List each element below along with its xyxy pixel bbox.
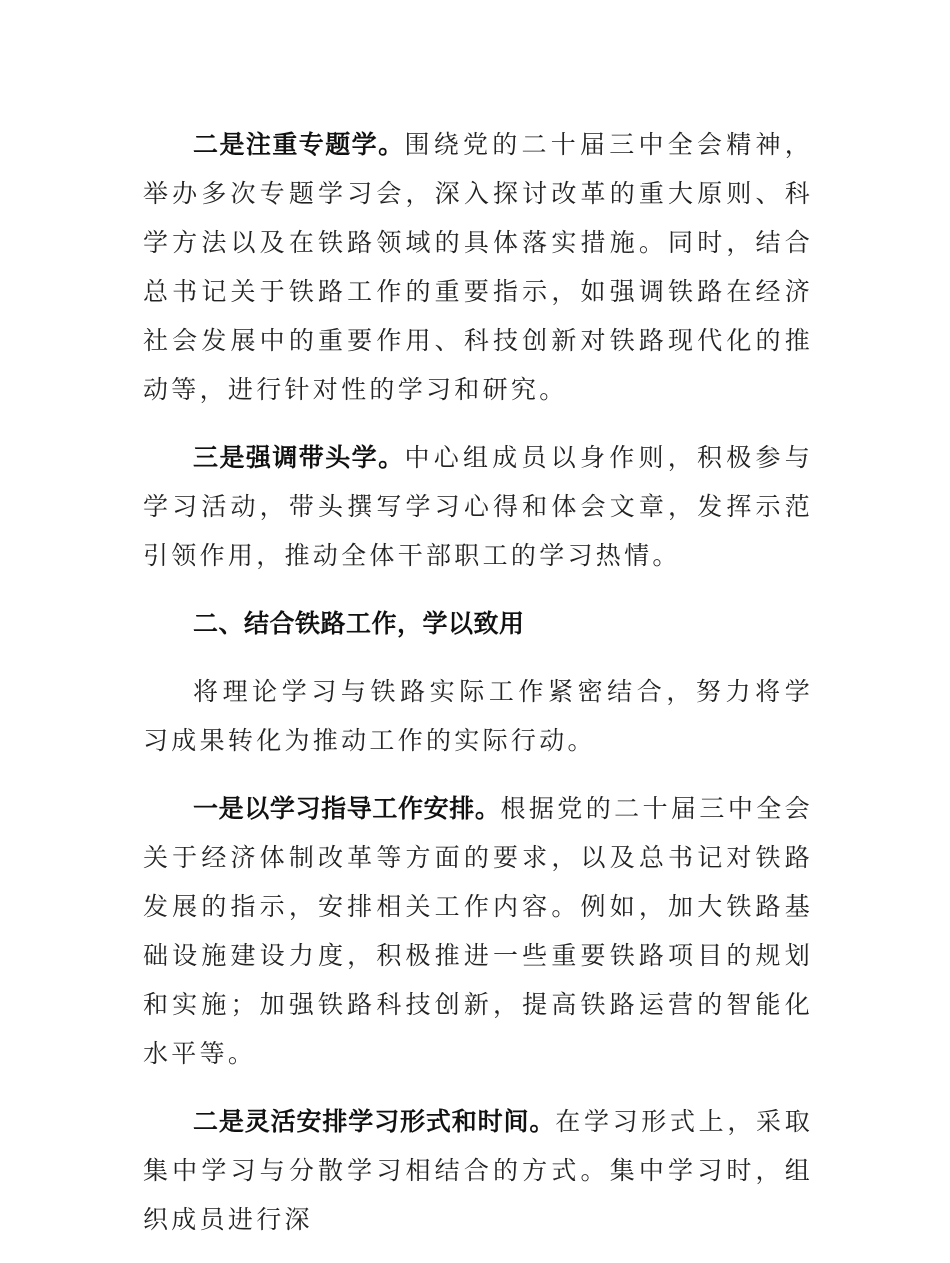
paragraph-text: 在学习形式上，采取集中学习与分散学习相结合的方式。集中学习时，组织成员进行深 [143, 1107, 813, 1234]
paragraph-text: 根据党的二十届三中全会关于经济体制改革等方面的要求，以及总书记对铁路发展的指示，安排相关工作内容。例如，加大铁路基础设施建设力度，积极推进一些重要铁路项目的规划和实施；加强铁路科技创新，提高铁路运营的智能化水平等。 [143, 794, 813, 1068]
paragraph-text: 围绕党的二十届三中全会精神，举办多次专题学习会，深入探讨改革的重大原则、科学方法以及在铁路领域的具体落实措施。同时，结合总书记关于铁路工作的重要指示，如强调铁路在经济社会发展中的重要作用、科技创新对铁路现代化的推动等，进行针对性的学习和研究。 [143, 130, 813, 404]
section-heading-text: 二、结合铁路工作，学以致用 [193, 609, 525, 638]
paragraph-lead-by-example [143, 433, 813, 580]
paragraph-flexible-study [143, 1097, 813, 1244]
paragraph-text: 中心组成员以身作则，积极参与学习活动，带头撰写学习心得和体会文章，发挥示范引领作用，推动全体干部职工的学习热情。 [143, 443, 813, 570]
paragraph-thematic-study [143, 120, 813, 414]
paragraph-lead: 一是以学习指导工作安排。 [193, 794, 501, 823]
paragraph-guide-work [143, 784, 813, 1078]
paragraph-text: 将理论学习与铁路实际工作紧密结合，努力将学习成果转化为推动工作的实际行动。 [143, 677, 813, 755]
paragraph-intro [143, 667, 813, 765]
paragraph-lead: 二是灵活安排学习形式和时间。 [193, 1107, 556, 1136]
section-heading [143, 599, 813, 648]
document-body [143, 120, 813, 1263]
paragraph-lead: 三是强调带头学。 [193, 443, 405, 472]
paragraph-lead: 二是注重专题学。 [193, 130, 405, 159]
